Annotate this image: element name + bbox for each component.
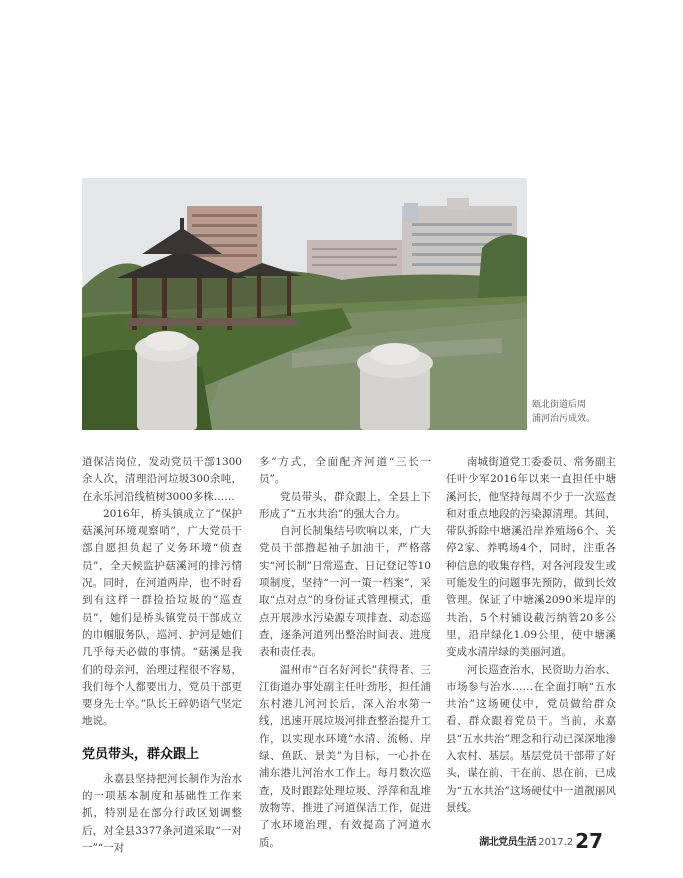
paragraph: 温州市“百名好河长”获得者、三江街道办事处副主任叶劲彤，担任浦东村港儿河河长后，深入治水第一线，迅速开展垃圾河排查整治提升工作，以实现水环境“水清、流畅、岸绿、鱼跃、景美”为目标，一心扑在浦东港儿河治水工作上。每月数次巡查，及时跟踪处理垃圾、浮萍和乱堆放物等，推进了河道保洁工作，促进了水环境治理，有效提高了河道水质。	[259, 663, 431, 849]
paragraph: 2016年，桥头镇成立了“保护菇溪河环境观察哨”，广大党员干部自愿担负起了义务环境“侦查员”，全天候监护菇溪河的排污情况。同时，在河道两岸，也不时看到有这样一群捡拾垃圾的“巡查员”，她们是桥头镇党员干部成立的巾帼服务队，巡河、护河是她们几乎每天必做的事情。“菇溪是我们的母亲河，治理过程很不容易，我们每个人都要出力，党员干部更要身先士卒。”队长王碎奶语气坚定地说。	[82, 507, 242, 728]
magazine-logo: 湖北党员生活	[479, 837, 537, 848]
article-column-3	[446, 454, 616, 817]
paragraph: 河长巡查治水，民资助力治水、市场参与治水……在全面打响“五水共治”这场硬仗中，党员做给群众看，群众跟着党员干。当前，永嘉县“五水共治”理念和行动已深深地渗入农村、基层。基层党员干部带了好头，谋在前、干在前、思在前，已成为“五水共治”这场硬仗中一道靓丽风景线。	[446, 663, 616, 814]
paragraph: 南城街道党工委委员、常务副主任叶少军2016年以来一直担任中塘溪河长，他坚持每周不少于一次巡查和对重点地段的污染源清理。其间，带队拆除中塘溪沿岸养殖场6个、关停2家、养鸭场4个，同时，注重各种信息的收集存档，对各河段发生或可能发生的问题事先预防，做到长效管理。保证了中塘溪2090米堤岸的共治，5个村铺设截污纳管20多公里，沿岸绿化1.09公里，使中塘溪变成水清岸绿的美丽河道。	[446, 456, 616, 659]
photo-caption	[532, 398, 642, 426]
paragraph: 多”方式，全面配齐河道“三长一员”。	[259, 456, 431, 486]
caption-line: 瓯北街道后周	[532, 400, 587, 410]
section-heading: 党员带头，群众跟上	[82, 746, 200, 762]
paragraph: 道保洁岗位，发动党员干部1300余人次，清理沿河垃圾300余吨，在永乐河沿线植树3000多株……	[82, 456, 242, 503]
caption-line: 浦河治污成效。	[532, 414, 596, 424]
page-number: 27	[575, 829, 603, 853]
page-footer	[479, 831, 603, 851]
paragraph: 党员带头，群众跟上，全县上下形成了“五水共治”的强大合力。	[259, 490, 431, 520]
river-photo	[82, 178, 527, 430]
article-column-2	[259, 454, 431, 852]
article-column-1	[82, 454, 242, 857]
issue-number: 2017.2	[538, 837, 574, 848]
river-scene-illustration	[82, 178, 527, 430]
paragraph: 永嘉县坚持把河长制作为治水的一项基本制度和基础性工作来抓，特别是在部分行政区划调整后，对全县3377条河道采取“一对一”“一对	[82, 772, 242, 854]
paragraph: 自河长制集结号吹响以来，广大党员干部撸起袖子加油干，严格落实“河长制”日常巡查、日记登记等10项制度，坚持“一河一策一档案”，采取“点对点”的身份证式管理模式，重点开展涉水污染源专项排查、动态巡查，逐条河道列出整治时间表、进度表和责任表。	[259, 525, 431, 659]
